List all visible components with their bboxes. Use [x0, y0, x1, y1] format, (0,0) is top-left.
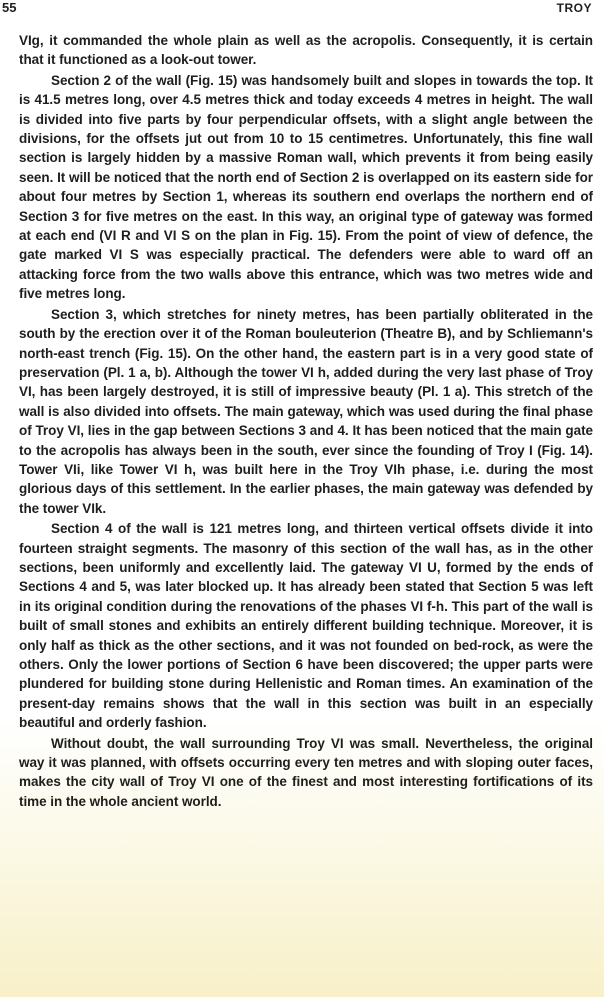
paragraph-section-2: Section 2 of the wall (Fig. 15) was handsomely built and slopes in towards the top. It is 41.5 metres long, over 4.5 metres thick and today exceeds 4 metres in height. The wall is divided into five parts by four perpendicular offsets, with a slight angle between the divisions, for the offsets jut out from 10 to 15 centimetres. Unfortunately, this fine wall section is largely hidden by a massive Roman wall, which prevents it from being easily seen. It will be noticed that the north end of Section 2 is overlapped on its eastern side for about four metres by Section 1, whereas its southern end overlaps the northern end of Section 3 for five metres on the east. In this way, an original type of gateway was formed at each end (VI R and VI S on the plan in Fig. 15). From the point of view of defence, the gate marked VI S was especially practical. The defenders were able to ward off an attacking force from the two walls above this entrance, which was two metres wide and five metres long. — [19, 72, 593, 302]
paragraph-continuation: VIg, it commanded the whole plain as well as the acropolis. Consequently, it is certain that it functioned as a look-out tower. — [19, 33, 593, 68]
page-number: 55 — [2, 0, 17, 15]
paragraph-section-3: Section 3, which stretches for ninety metres, has been partially obliterated in the south by the erection over it of the Roman bouleuterion (Theatre B), and by Schliemann's north-east trench (Fig. 15). On the other hand, the eastern part is in a very good state of preservation (Pl. 1 a, b). Although the tower VI h, added during the very last phase of Troy VI, has been largely destroyed, it is still of impressive beauty (Pl. 1 a). This stretch of the wall is also divided into offsets. The main gateway, which was used during the final phase of Troy VI, lies in the gap between Sections 3 and 4. It has been noticed that the main gate to the acropolis has always been in the south, ever since the founding of Troy I (Fig. 14). Tower VIi, like Tower VI h, was built here in the Troy VIh phase, i.e. during the most glorious days of this settlement. In the earlier phases, the main gateway was defended by the tower VIk. — [19, 306, 593, 516]
running-title: TROY — [556, 1, 592, 15]
paragraph-section-4: Section 4 of the wall is 121 metres long, and thirteen vertical offsets divide it into fourteen straight segments. The masonry of this section of the wall has, as in the other sections, been uniformly and excellently laid. The gateway VI U, formed by the ends of Sections 4 and 5, was later blocked up. It has already been stated that Section 5 was left in its original condition during the renovations of the phases VI f-h. This part of the wall is built of small stones and exhibits an entirely different building technique. Moreover, it is only half as thick as the other sections, and it was not founded on bed-rock, as were the others. Only the lower portions of Section 6 have been discovered; the upper parts were plundered for building stone during Hellenistic and Roman times. An examination of the present-day remains shows that the wall in this section was built in an especially beautiful and orderly fashion. — [19, 521, 593, 731]
page-header — [2, 0, 592, 20]
body-text — [19, 31, 593, 811]
paragraph-conclusion: Without doubt, the wall surrounding Troy VI was small. Nevertheless, the original way it was planned, with offsets occurring every ten metres and with sloping outer faces, makes the city wall of Troy VI one of the finest and most interesting fortifications of its time in the whole ancient world. — [19, 735, 593, 809]
